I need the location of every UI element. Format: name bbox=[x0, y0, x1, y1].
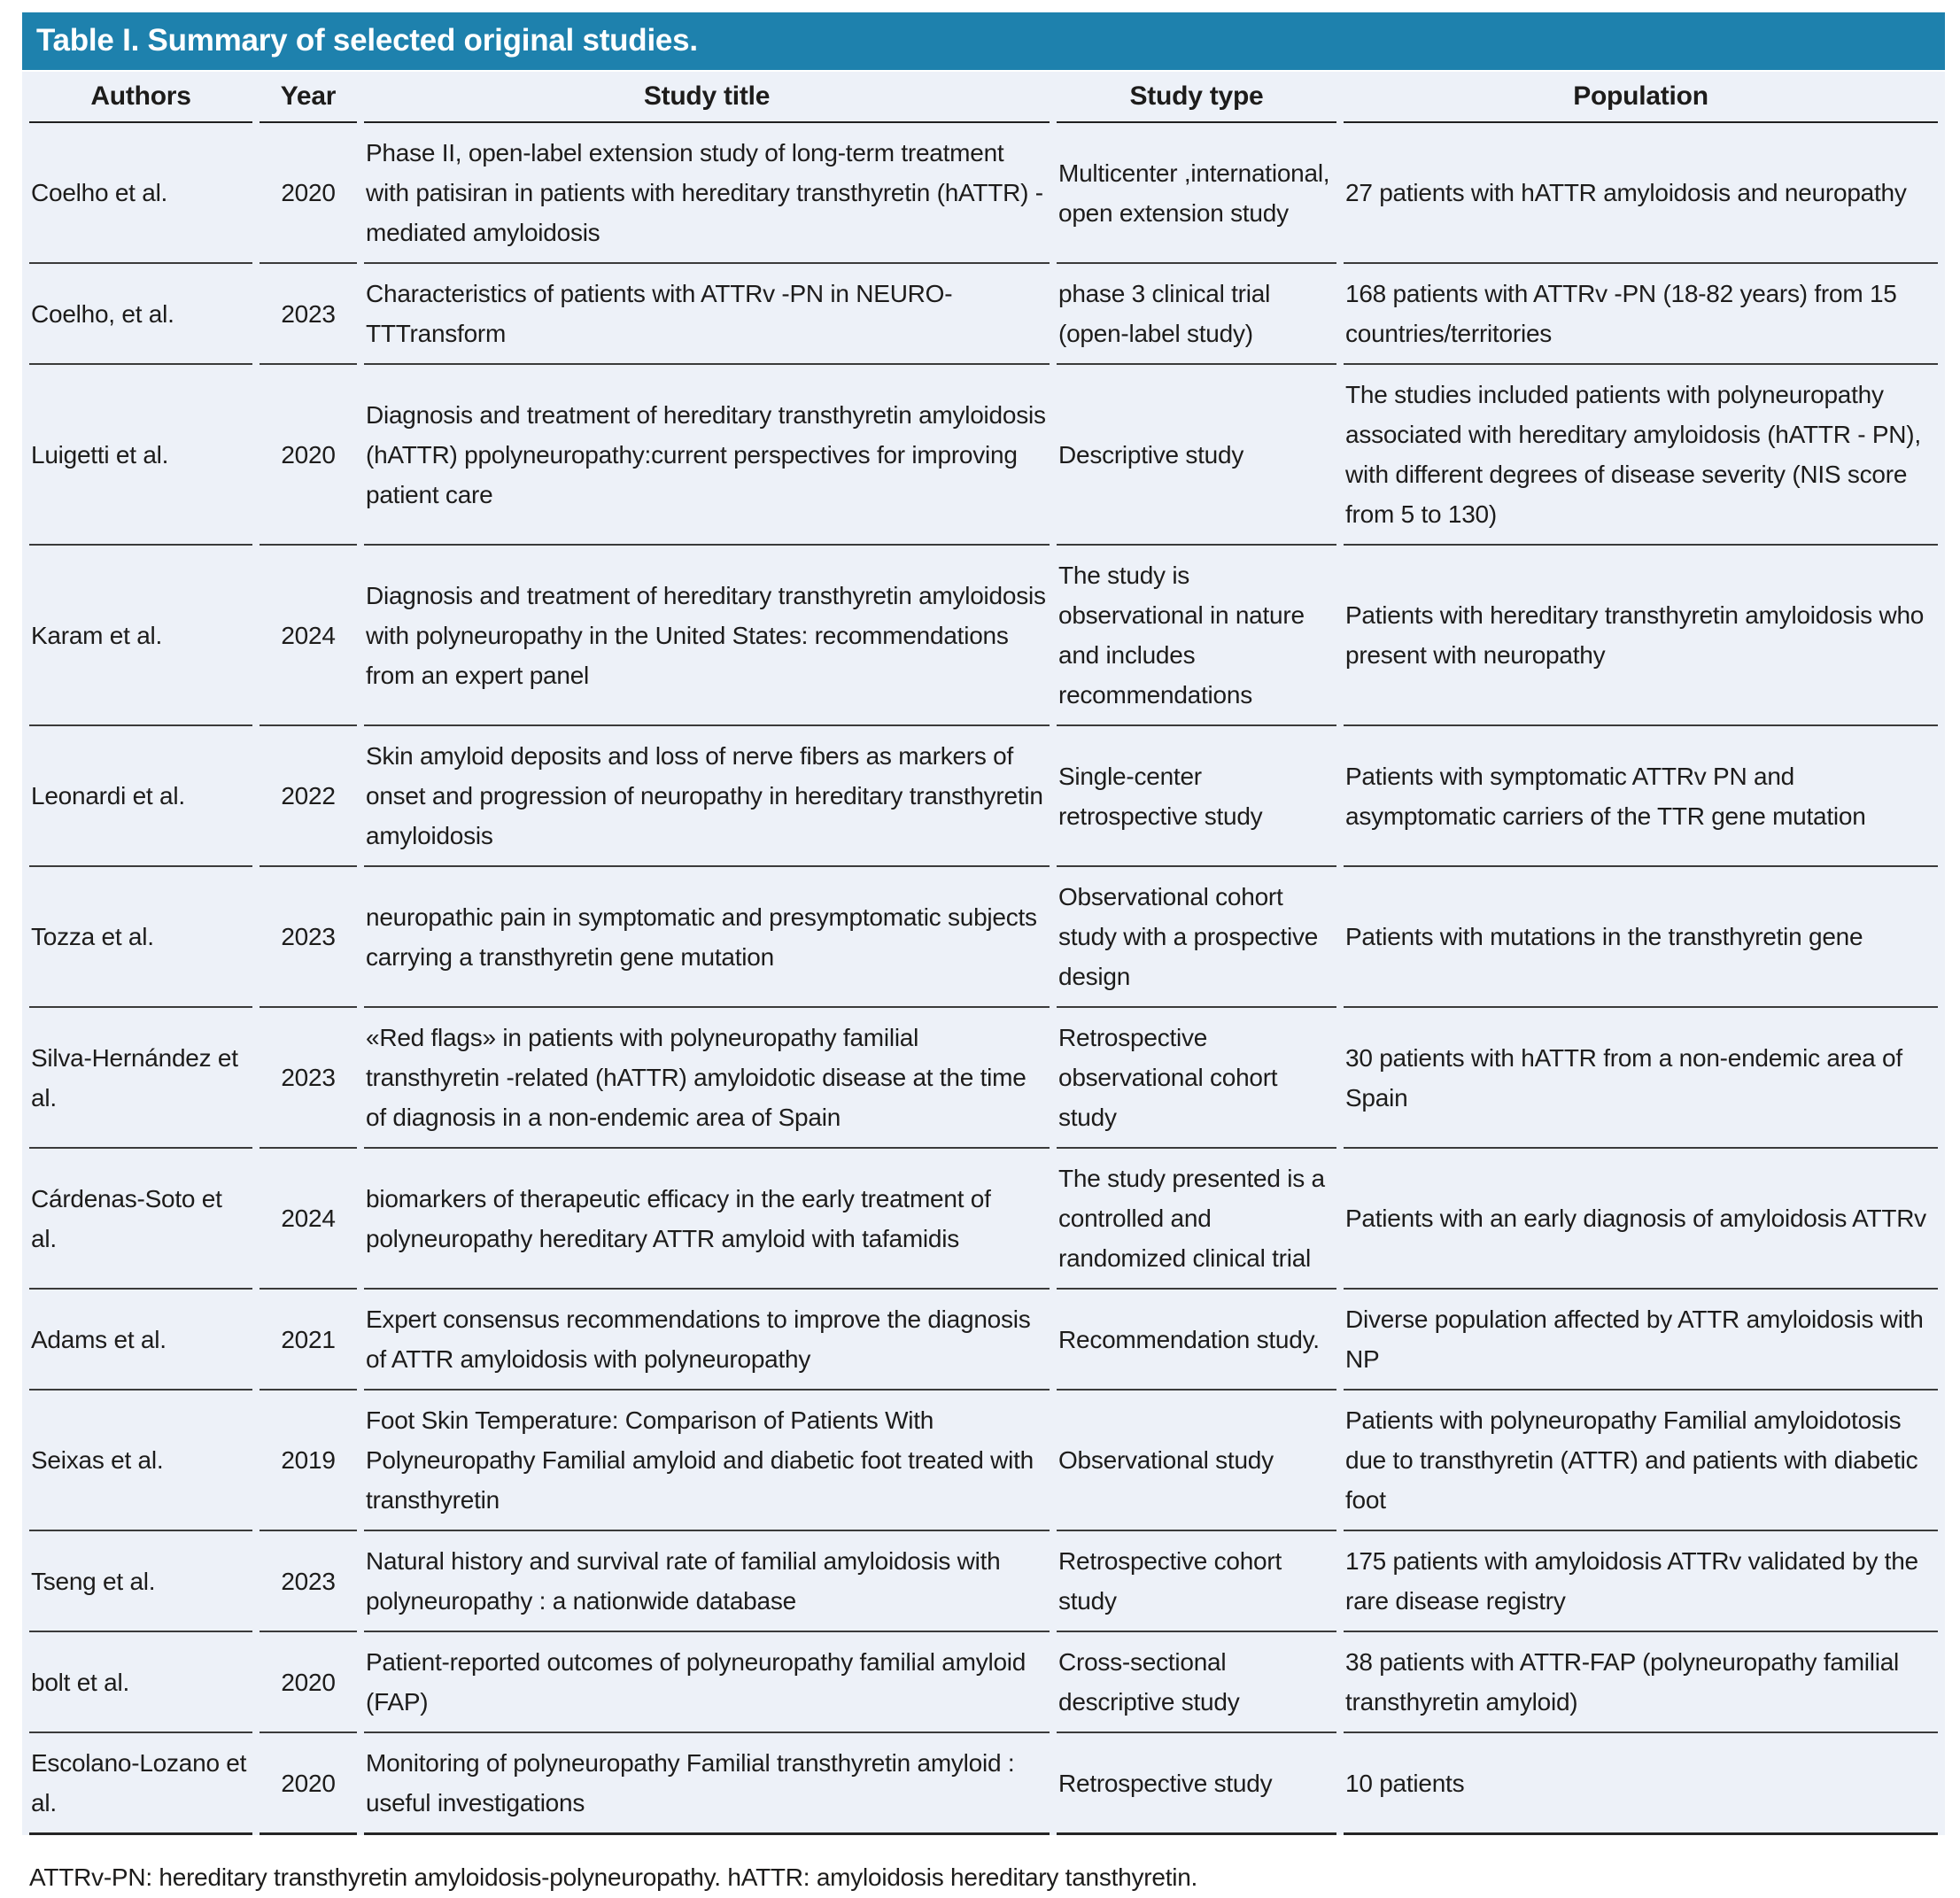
cell-title: Skin amyloid deposits and loss of nerve fibers as markers of onset and progression of neuropathy in hereditary transthyretin amyloidosis bbox=[364, 726, 1050, 867]
cell-authors: Coelho et al. bbox=[29, 123, 252, 264]
cell-population: 38 patients with ATTR-FAP (polyneuropathy familial transthyretin amyloid) bbox=[1344, 1632, 1938, 1733]
cell-authors: Seixas et al. bbox=[29, 1391, 252, 1531]
cell-title: biomarkers of therapeutic efficacy in the early treatment of polyneuropathy hereditary ATTR amyloid with tafamidis bbox=[364, 1149, 1050, 1290]
cell-year: 2020 bbox=[260, 1733, 357, 1835]
cell-population: Patients with an early diagnosis of amyloidosis ATTRv bbox=[1344, 1149, 1938, 1290]
cell-type: Retrospective cohort study bbox=[1057, 1531, 1336, 1632]
table-row bbox=[29, 546, 1938, 726]
cell-population: 30 patients with hATTR from a non-endemic area of Spain bbox=[1344, 1008, 1938, 1149]
cell-authors: Coelho, et al. bbox=[29, 264, 252, 365]
cell-title: neuropathic pain in symptomatic and presymptomatic subjects carrying a transthyretin gene mutation bbox=[364, 867, 1050, 1008]
cell-population: Diverse population affected by ATTR amyloidosis with NP bbox=[1344, 1290, 1938, 1391]
cell-population: Patients with hereditary transthyretin amyloidosis who present with neuropathy bbox=[1344, 546, 1938, 726]
table-row bbox=[29, 365, 1938, 546]
table-row bbox=[29, 1149, 1938, 1290]
table-row bbox=[29, 867, 1938, 1008]
cell-population: 175 patients with amyloidosis ATTRv validated by the rare disease registry bbox=[1344, 1531, 1938, 1632]
cell-title: «Red flags» in patients with polyneuropathy familial transthyretin -related (hATTR) amyloidotic disease at the time of diagnosis in a non-endemic area of Spain bbox=[364, 1008, 1050, 1149]
column-header-population: Population bbox=[1344, 72, 1938, 123]
cell-type: Recommendation study. bbox=[1057, 1290, 1336, 1391]
cell-authors: Escolano-Lozano et al. bbox=[29, 1733, 252, 1835]
column-header-year: Year bbox=[260, 72, 357, 123]
column-header-study-type: Study type bbox=[1057, 72, 1336, 123]
cell-authors: Karam et al. bbox=[29, 546, 252, 726]
cell-authors: Adams et al. bbox=[29, 1290, 252, 1391]
cell-population: 27 patients with hATTR amyloidosis and neuropathy bbox=[1344, 123, 1938, 264]
cell-authors: Tseng et al. bbox=[29, 1531, 252, 1632]
cell-title: Expert consensus recommendations to improve the diagnosis of ATTR amyloidosis with polyneuropathy bbox=[364, 1290, 1050, 1391]
cell-population: Patients with symptomatic ATTRv PN and asymptomatic carriers of the TTR gene mutation bbox=[1344, 726, 1938, 867]
table-row bbox=[29, 1391, 1938, 1531]
cell-year: 2021 bbox=[260, 1290, 357, 1391]
cell-authors: Silva-Hernández et al. bbox=[29, 1008, 252, 1149]
table-row bbox=[29, 1733, 1938, 1835]
cell-type: Observational study bbox=[1057, 1391, 1336, 1531]
cell-title: Patient-reported outcomes of polyneuropathy familial amyloid (FAP) bbox=[364, 1632, 1050, 1733]
cell-population: The studies included patients with polyneuropathy associated with hereditary amyloidosis (hATTR - PN), with different degrees of disease severity (NIS score from 5 to 130) bbox=[1344, 365, 1938, 546]
cell-authors: Luigetti et al. bbox=[29, 365, 252, 546]
cell-type: Retrospective study bbox=[1057, 1733, 1336, 1835]
table-header bbox=[29, 72, 1938, 123]
cell-title: Diagnosis and treatment of hereditary transthyretin amyloidosis (hATTR) ppolyneuropathy:current perspectives for improving patient care bbox=[364, 365, 1050, 546]
table-row bbox=[29, 1008, 1938, 1149]
cell-population: 10 patients bbox=[1344, 1733, 1938, 1835]
cell-year: 2020 bbox=[260, 1632, 357, 1733]
cell-type: Descriptive study bbox=[1057, 365, 1336, 546]
cell-type: Multicenter ,international, open extension study bbox=[1057, 123, 1336, 264]
cell-type: Single-center retrospective study bbox=[1057, 726, 1336, 867]
column-header-authors: Authors bbox=[29, 72, 252, 123]
table-row bbox=[29, 1531, 1938, 1632]
cell-year: 2022 bbox=[260, 726, 357, 867]
table-row bbox=[29, 1290, 1938, 1391]
cell-authors: Leonardi et al. bbox=[29, 726, 252, 867]
cell-year: 2019 bbox=[260, 1391, 357, 1531]
table-row bbox=[29, 726, 1938, 867]
cell-year: 2024 bbox=[260, 1149, 357, 1290]
cell-type: phase 3 clinical trial (open-label study) bbox=[1057, 264, 1336, 365]
table-body bbox=[29, 123, 1938, 1835]
cell-type: The study presented is a controlled and randomized clinical trial bbox=[1057, 1149, 1336, 1290]
cell-year: 2023 bbox=[260, 1531, 357, 1632]
table-row bbox=[29, 1632, 1938, 1733]
cell-year: 2024 bbox=[260, 546, 357, 726]
cell-type: The study is observational in nature and includes recommendations bbox=[1057, 546, 1336, 726]
cell-title: Characteristics of patients with ATTRv -PN in NEURO- TTTransform bbox=[364, 264, 1050, 365]
cell-type: Retrospective observational cohort study bbox=[1057, 1008, 1336, 1149]
cell-authors: Tozza et al. bbox=[29, 867, 252, 1008]
column-header-study-title: Study title bbox=[364, 72, 1050, 123]
header-row bbox=[29, 72, 1938, 123]
cell-year: 2020 bbox=[260, 365, 357, 546]
table-footnote: ATTRv-PN: hereditary transthyretin amyloidosis-polyneuropathy. hATTR: amyloidosis hereditary tansthyretin. bbox=[29, 1863, 1198, 1891]
cell-year: 2023 bbox=[260, 867, 357, 1008]
cell-year: 2020 bbox=[260, 123, 357, 264]
cell-population: Patients with polyneuropathy Familial amyloidotosis due to transthyretin (ATTR) and patients with diabetic foot bbox=[1344, 1391, 1938, 1531]
cell-authors: bolt et al. bbox=[29, 1632, 252, 1733]
cell-title: Diagnosis and treatment of hereditary transthyretin amyloidosis with polyneuropathy in the United States: recommendations from an expert panel bbox=[364, 546, 1050, 726]
table-title-bar: Table I. Summary of selected original studies. bbox=[22, 12, 1945, 70]
cell-title: Natural history and survival rate of familial amyloidosis with polyneuropathy : a nationwide database bbox=[364, 1531, 1050, 1632]
cell-population: Patients with mutations in the transthyretin gene bbox=[1344, 867, 1938, 1008]
cell-title: Foot Skin Temperature: Comparison of Patients With Polyneuropathy Familial amyloid and diabetic foot treated with transthyretin bbox=[364, 1391, 1050, 1531]
cell-year: 2023 bbox=[260, 1008, 357, 1149]
studies-table bbox=[22, 72, 1945, 1835]
cell-type: Observational cohort study with a prospective design bbox=[1057, 867, 1336, 1008]
cell-population: 168 patients with ATTRv -PN (18-82 years) from 15 countries/territories bbox=[1344, 264, 1938, 365]
table-row bbox=[29, 123, 1938, 264]
cell-type: Cross-sectional descriptive study bbox=[1057, 1632, 1336, 1733]
cell-title: Monitoring of polyneuropathy Familial transthyretin amyloid : useful investigations bbox=[364, 1733, 1050, 1835]
cell-authors: Cárdenas-Soto et al. bbox=[29, 1149, 252, 1290]
cell-title: Phase II, open-label extension study of long-term treatment with patisiran in patients with hereditary transthyretin (hATTR) -mediated amyloidosis bbox=[364, 123, 1050, 264]
cell-year: 2023 bbox=[260, 264, 357, 365]
table-row bbox=[29, 264, 1938, 365]
